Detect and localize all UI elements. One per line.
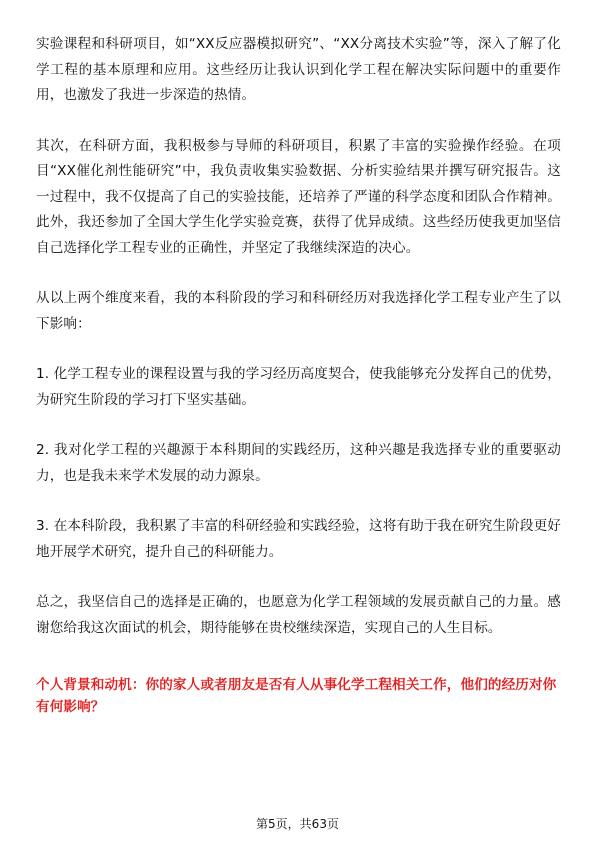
paragraph-spacer	[36, 261, 561, 286]
document-page	[36, 32, 561, 718]
paragraph-spacer	[36, 109, 561, 134]
list-item-2: 2. 我对化学工程的兴趣源于本科期间的实践经历，这种兴趣是我选择专业的重要驱动力，也是我未来学术发展的动力源泉。	[36, 442, 561, 484]
paragraph-spacer	[36, 489, 561, 514]
paragraph-summary-intro: 从以上两个维度来看，我的本科阶段的学习和科研经历对我选择化学工程专业产生了以下影响：	[36, 290, 561, 332]
page-number: 第5页，共63页	[256, 817, 339, 831]
list-item-1: 1. 化学工程专业的课程设置与我的学习经历高度契合，使我能够充分发挥自己的优势，为研究生阶段的学习打下坚实基础。	[36, 366, 561, 408]
paragraph-spacer	[36, 565, 561, 590]
section-spacer	[36, 641, 561, 674]
paragraph-conclusion: 总之，我坚信自己的选择是正确的，也愿意为化学工程领域的发展贡献自己的力量。感谢您给我这次面试的机会，期待能够在贵校继续深造，实现自己的人生目标。	[36, 594, 561, 636]
paragraph-spacer	[36, 413, 561, 438]
interview-question: 个人背景和动机：你的家人或者朋友是否有人从事化学工程相关工作，他们的经历对你有何影响？	[36, 677, 557, 715]
paragraph-spacer	[36, 337, 561, 362]
list-item-3: 3. 在本科阶段，我积累了丰富的科研经验和实践经验，这将有助于我在研究生阶段更好地开展学术研究，提升自己的科研能力。	[36, 518, 561, 560]
paragraph-course-experience: 实验课程和科研项目，如“XX反应器模拟研究”、“XX分离技术实验”等，深入了解了化学工程的基本原理和应用。这些经历让我认识到化学工程在解决实际问题中的重要作用，也激发了我进一步深造的热情。	[36, 36, 561, 103]
paragraph-research-experience: 其次，在科研方面，我积极参与导师的科研项目，积累了丰富的实验操作经验。在项目“XX催化剂性能研究”中，我负责收集实验数据、分析实验结果并撰写研究报告。这一过程中，我不仅提高了自己的实验技能，还培养了严谨的科学态度和团队合作精神。此外，我还参加了全国大学生化学实验竞赛，获得了优异成绩。这些经历使我更加坚信自己选择化学工程专业的正确性，并坚定了我继续深造的决心。	[36, 137, 561, 256]
